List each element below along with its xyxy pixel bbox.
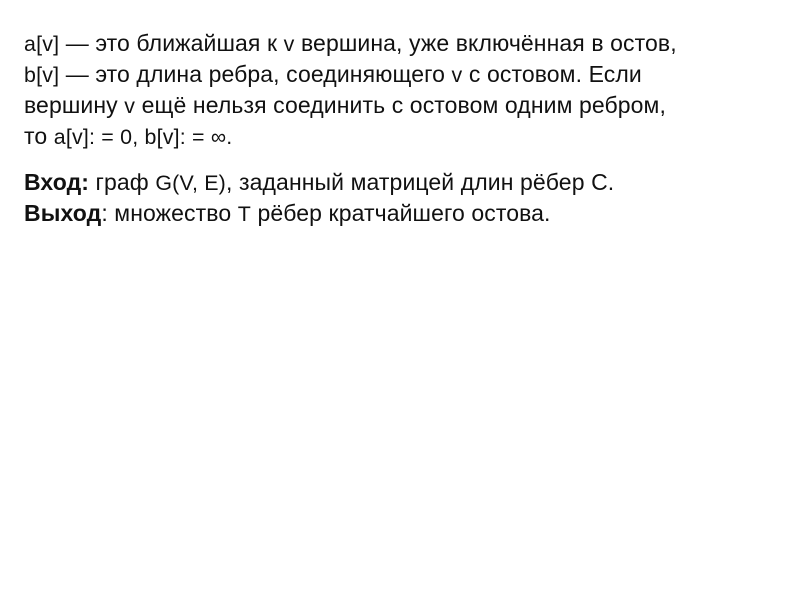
text-segment: вершина, уже включённая в остов, (294, 30, 677, 56)
text-segment: граф (89, 169, 156, 195)
text-segment: рёбер кратчайшего остова. (250, 200, 551, 226)
text-segment: — это ближайшая к (59, 30, 284, 56)
text-segment: ещё нельзя соединить с остовом одним ребром, (135, 92, 666, 118)
text-segment: : множество (101, 200, 238, 226)
text-segment: то (24, 123, 54, 149)
text-segment: Вход: (24, 169, 90, 195)
text-segment: b[v] (24, 63, 60, 87)
definition-paragraph (24, 28, 780, 152)
text-segment: G(V, E) (155, 171, 227, 195)
text-segment: , заданный матрицей длин рёбер С. (226, 169, 615, 195)
text-segment: v (124, 94, 136, 118)
text-segment: a[v] (24, 32, 60, 56)
text-segment: — это длина ребра, соединяющего (59, 61, 452, 87)
text-block (24, 28, 780, 229)
io-paragraph (24, 167, 780, 229)
text-segment: v (283, 32, 295, 56)
text-segment: с остовом. Если (462, 61, 642, 87)
text-line (24, 90, 780, 121)
text-line (24, 59, 780, 90)
text-segment: a[v]: = 0, b[v]: = ∞. (53, 125, 233, 149)
text-line (24, 198, 780, 229)
text-segment: вершину (24, 92, 125, 118)
text-segment: Т (237, 202, 251, 226)
text-line (24, 28, 780, 59)
text-segment: v (451, 63, 463, 87)
text-line (24, 167, 780, 198)
text-segment: Выход (24, 200, 102, 226)
text-line (24, 121, 780, 152)
